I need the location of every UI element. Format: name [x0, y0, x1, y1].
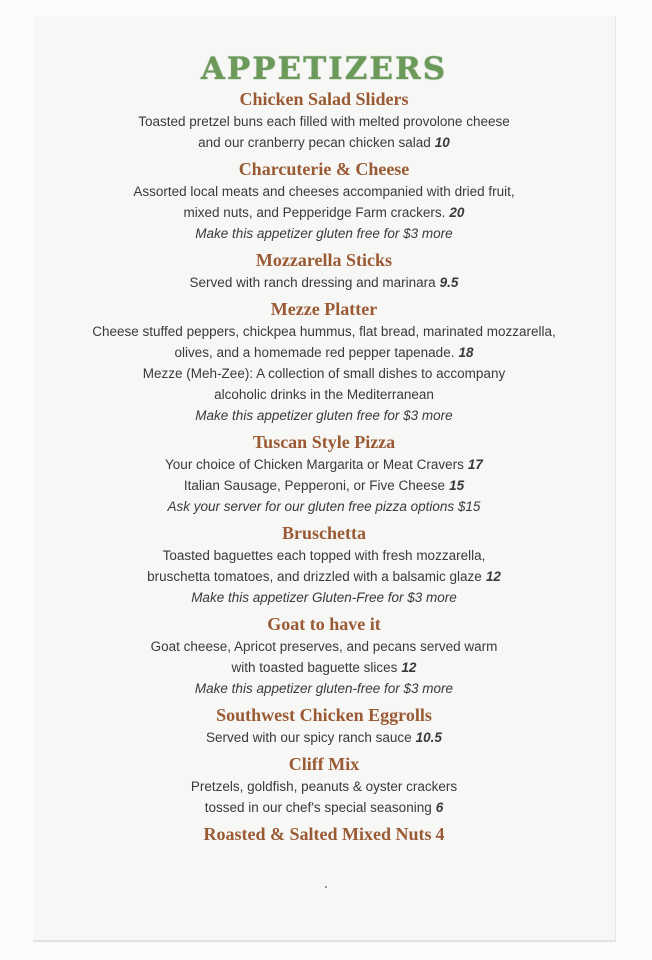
menu-item-description — [33, 272, 615, 293]
menu-item-name: Chicken Salad Sliders — [239, 89, 409, 109]
menu-item-price: 12 — [401, 660, 417, 675]
menu-item-description — [33, 132, 615, 153]
menu-item-price: 20 — [449, 205, 465, 220]
menu-item — [33, 823, 615, 846]
menu-item-description — [33, 545, 615, 566]
menu-item-description — [33, 636, 615, 657]
menu-item-list — [33, 88, 615, 823]
description-text: and our cranberry pecan chicken salad — [198, 135, 431, 150]
menu-item-price: 4 — [435, 824, 445, 844]
menu-item — [33, 88, 615, 158]
description-text: Pretzels, goldfish, peanuts & oyster crackers — [190, 779, 458, 794]
menu-item — [33, 522, 615, 613]
menu-item-description — [33, 566, 615, 587]
menu-item-description — [33, 384, 615, 405]
description-text: Your choice of Chicken Margarita or Meat Cravers — [165, 457, 464, 472]
description-text: with toasted baguette slices — [231, 660, 398, 675]
gluten-free-note: Make this appetizer gluten-free for $3 more — [194, 681, 454, 696]
description-text: Cheese stuffed peppers, chickpea hummus, flat bread, marinated mozzarella, — [92, 324, 556, 339]
menu-item-price: 9.5 — [439, 275, 459, 290]
appetizers-menu — [33, 50, 615, 846]
menu-item — [33, 249, 615, 298]
menu-item-description — [33, 181, 615, 202]
description-text: Goat cheese, Apricot preserves, and pecans served warm — [150, 639, 498, 654]
menu-item — [33, 431, 615, 522]
menu-item-description — [33, 202, 615, 223]
description-text: Mezze (Meh-Zee): A collection of small dishes to accompany — [142, 366, 506, 381]
menu-item-description — [33, 454, 615, 475]
gluten-free-note: Make this appetizer gluten free for $3 more — [195, 226, 453, 241]
menu-item-description — [33, 342, 615, 363]
menu-item-price: 18 — [458, 345, 474, 360]
scan-speck — [325, 886, 327, 888]
description-text: Toasted baguettes each topped with fresh mozzarella, — [162, 548, 486, 563]
menu-item — [33, 613, 615, 704]
menu-item-name: Goat to have it — [267, 614, 381, 634]
menu-item-name: Southwest Chicken Eggrolls — [216, 705, 432, 725]
menu-item-name: Mezze Platter — [270, 299, 378, 319]
gluten-free-note: Make this appetizer gluten free for $3 more — [195, 408, 453, 423]
description-text: Served with our spicy ranch sauce — [206, 730, 412, 745]
menu-item-price: 10.5 — [415, 730, 442, 745]
menu-item-description — [33, 797, 615, 818]
menu-item — [33, 753, 615, 823]
description-text: olives, and a homemade red pepper tapenade. — [174, 345, 455, 360]
menu-item — [33, 158, 615, 249]
menu-item-name-text: Roasted & Salted Mixed Nuts — [203, 824, 432, 844]
menu-item-description — [33, 111, 615, 132]
menu-item-name: Cliff Mix — [288, 754, 360, 774]
description-text: Assorted local meats and cheeses accompanied with dried fruit, — [133, 184, 515, 199]
menu-item-description — [33, 475, 615, 496]
menu-item-price: 12 — [485, 569, 501, 584]
menu-item-price: 15 — [449, 478, 465, 493]
gluten-free-note: Make this appetizer Gluten-Free for $3 more — [191, 590, 457, 605]
description-text: Italian Sausage, Pepperoni, or Five Cheese — [183, 478, 446, 493]
page-edge — [33, 940, 615, 942]
menu-item-name — [33, 823, 615, 846]
description-text: tossed in our chef's special seasoning — [204, 800, 432, 815]
menu-item-price: 10 — [434, 135, 450, 150]
gluten-free-note: Ask your server for our gluten free pizza options $15 — [167, 499, 481, 514]
menu-item-name: Mozzarella Sticks — [255, 250, 393, 270]
description-text: mixed nuts, and Pepperidge Farm crackers. — [183, 205, 446, 220]
menu-item — [33, 298, 615, 431]
menu-item-description — [33, 727, 615, 748]
menu-item-name: Charcuterie & Cheese — [238, 159, 410, 179]
menu-item-description — [33, 321, 615, 342]
menu-item — [33, 704, 615, 753]
menu-item-price: 17 — [467, 457, 483, 472]
menu-item-description — [33, 363, 615, 384]
menu-item-description — [33, 776, 615, 797]
menu-item-description — [33, 657, 615, 678]
description-text: Served with ranch dressing and marinara — [189, 275, 436, 290]
description-text: Toasted pretzel buns each filled with melted provolone cheese — [138, 114, 510, 129]
description-text: bruschetta tomatoes, and drizzled with a balsamic glaze — [147, 569, 482, 584]
description-text: alcoholic drinks in the Mediterranean — [214, 387, 434, 402]
menu-item-name: Tuscan Style Pizza — [252, 432, 396, 452]
menu-item-name: Bruschetta — [282, 523, 366, 543]
menu-item-price: 6 — [435, 800, 444, 815]
menu-title: APPETIZERS — [200, 51, 448, 87]
